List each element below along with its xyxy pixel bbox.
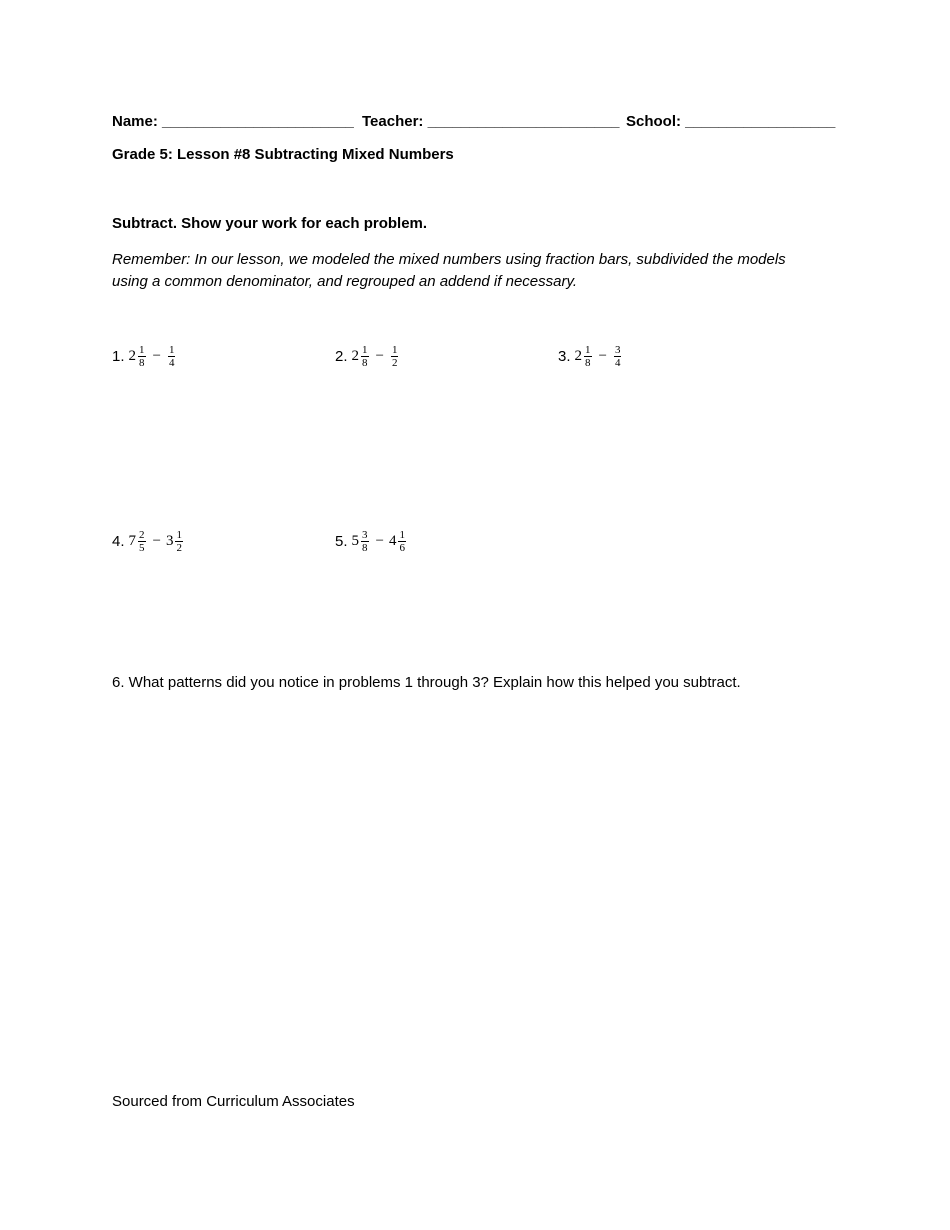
problem-5 bbox=[335, 529, 408, 554]
fraction-2 bbox=[614, 344, 622, 369]
problem-4 bbox=[112, 529, 185, 554]
denominator: 8 bbox=[362, 357, 368, 369]
numerator: 1 bbox=[362, 344, 368, 356]
problem-number: 2. bbox=[335, 348, 348, 365]
fraction-1 bbox=[584, 344, 592, 369]
minus-sign: − bbox=[152, 348, 161, 364]
fraction-1 bbox=[138, 344, 146, 369]
denominator: 8 bbox=[585, 357, 591, 369]
denominator: 2 bbox=[391, 357, 398, 369]
problem-number: 3. bbox=[558, 348, 571, 365]
whole-1: 2 bbox=[128, 348, 137, 364]
numerator: 1 bbox=[168, 344, 175, 356]
denominator: 8 bbox=[139, 357, 145, 369]
problem-number: 1. bbox=[112, 348, 125, 365]
numerator: 1 bbox=[139, 344, 145, 356]
numerator: 3 bbox=[362, 529, 368, 541]
minus-sign: − bbox=[152, 533, 161, 549]
footer-source: Sourced from Curriculum Associates bbox=[112, 1093, 355, 1110]
name-field: Name: _______________________ bbox=[112, 113, 354, 130]
reminder-line-1: Remember: In our lesson, we modeled the mixed numbers using fraction bars, subdivided the models bbox=[112, 251, 786, 268]
minus-sign: − bbox=[375, 348, 384, 364]
denominator: 4 bbox=[614, 357, 621, 369]
reminder-line-2: using a common denominator, and regrouped an addend if necessary. bbox=[112, 273, 578, 290]
whole-1: 2 bbox=[574, 348, 583, 364]
numerator: 1 bbox=[391, 344, 398, 356]
whole-2: 3 bbox=[165, 533, 174, 549]
problem-number: 5. bbox=[335, 533, 348, 550]
instruction: Subtract. Show your work for each problem. bbox=[112, 215, 428, 232]
minus-sign: − bbox=[598, 348, 607, 364]
school-field: School: __________________ bbox=[626, 113, 836, 130]
whole-1: 5 bbox=[351, 533, 360, 549]
numerator: 1 bbox=[399, 529, 405, 541]
denominator: 4 bbox=[168, 357, 175, 369]
whole-1: 7 bbox=[128, 533, 137, 549]
problem-1 bbox=[112, 344, 177, 369]
fraction-1 bbox=[361, 344, 369, 369]
fraction-1 bbox=[138, 529, 146, 554]
denominator: 2 bbox=[176, 542, 182, 554]
problem-2 bbox=[335, 344, 400, 369]
numerator: 1 bbox=[585, 344, 591, 356]
numerator: 3 bbox=[614, 344, 621, 356]
denominator: 8 bbox=[362, 542, 368, 554]
numerator: 2 bbox=[139, 529, 145, 541]
fraction-2 bbox=[168, 344, 176, 369]
fraction-2 bbox=[398, 529, 406, 554]
fraction-2 bbox=[391, 344, 399, 369]
numerator: 1 bbox=[176, 529, 182, 541]
question-6: 6. What patterns did you notice in problems 1 through 3? Explain how this helped you subtract. bbox=[112, 674, 741, 691]
minus-sign: − bbox=[375, 533, 384, 549]
fraction-2 bbox=[175, 529, 183, 554]
lesson-title: Grade 5: Lesson #8 Subtracting Mixed Numbers bbox=[112, 146, 454, 163]
fraction-1 bbox=[361, 529, 369, 554]
problem-number: 4. bbox=[112, 533, 125, 550]
denominator: 5 bbox=[139, 542, 145, 554]
whole-1: 2 bbox=[351, 348, 360, 364]
problem-3 bbox=[558, 344, 623, 369]
whole-2: 4 bbox=[388, 533, 397, 549]
denominator: 6 bbox=[399, 542, 405, 554]
teacher-field: Teacher: _______________________ bbox=[362, 113, 620, 130]
